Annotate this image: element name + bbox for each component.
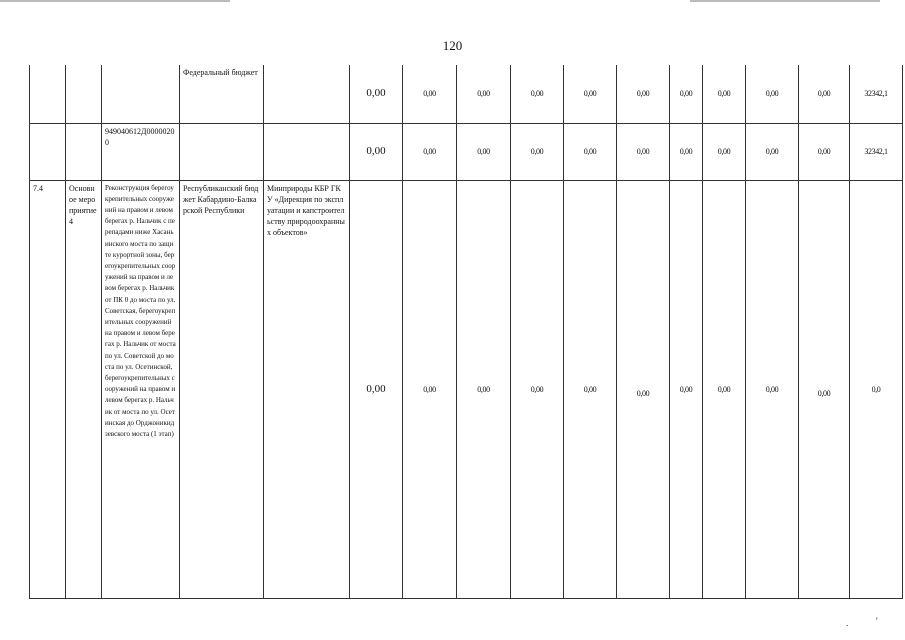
value-cell: 0,00 [746, 123, 799, 180]
page-number: 120 [442, 38, 463, 53]
value-cell: 0,00 [617, 180, 670, 598]
value-cell: 0,00 [799, 180, 850, 598]
funding-source-cell: Федеральный бюджет [180, 65, 264, 123]
table-row [30, 65, 903, 123]
value-cell: 0,00 [403, 123, 457, 180]
row-number-cell [30, 123, 66, 180]
value-cell: 0,00 [670, 65, 703, 123]
code-cell [102, 65, 180, 123]
value-cell: 0,00 [617, 65, 670, 123]
value-cell: 0,00 [564, 123, 617, 180]
value-cell: 0,00 [350, 65, 403, 123]
value-cell: 0,00 [564, 180, 617, 598]
value-cell: 0,00 [564, 65, 617, 123]
table-row [30, 180, 903, 598]
budget-table [29, 65, 903, 599]
funding-source-cell [180, 123, 264, 180]
value-cell: 0,00 [799, 65, 850, 123]
value-cell: 0,00 [703, 180, 746, 598]
value-cell: 32342,1 [850, 123, 903, 180]
scan-edge-line-left [0, 0, 230, 2]
value-cell: 0,00 [350, 180, 403, 598]
code-cell: 949040612Д00000200 [102, 123, 180, 180]
row-number-cell: 7.4 [30, 180, 66, 598]
value-cell: 0,00 [457, 180, 511, 598]
value-cell: 0,00 [670, 123, 703, 180]
value-cell: 0,00 [511, 180, 564, 598]
value-cell: 0,00 [746, 180, 799, 598]
value-cell: 0,00 [403, 180, 457, 598]
value-cell: 0,00 [670, 180, 703, 598]
value-cell: 0,00 [617, 123, 670, 180]
executor-cell: Минприроды КБР ГКУ «Дирекция по эксплуатации и капстроительству природоохранных объектов» [264, 180, 350, 598]
value-cell: 0,00 [799, 123, 850, 180]
executor-cell [264, 65, 350, 123]
value-cell: 0,00 [703, 65, 746, 123]
value-cell: 0,0 [850, 180, 903, 598]
event-type-cell [66, 123, 102, 180]
value-cell: 0,00 [511, 65, 564, 123]
scan-edge-line-right [690, 0, 880, 2]
executor-cell [264, 123, 350, 180]
value-cell: 0,00 [746, 65, 799, 123]
scan-speck: . [846, 618, 849, 628]
value-cell: 0,00 [350, 123, 403, 180]
value-cell: 0,00 [403, 65, 457, 123]
value-cell: 0,00 [457, 123, 511, 180]
value-cell: 0,00 [703, 123, 746, 180]
value-cell: 32342,1 [850, 65, 903, 123]
row-number-cell [30, 65, 66, 123]
table-row [30, 123, 903, 180]
scan-speck: ' [876, 616, 878, 626]
value-cell: 0,00 [511, 123, 564, 180]
event-type-cell: Основное мероприятие 4 [66, 180, 102, 598]
value-cell: 0,00 [457, 65, 511, 123]
event-type-cell [66, 65, 102, 123]
funding-source-cell: Республиканский бюджет Кабардино-Балкарской Республики [180, 180, 264, 598]
event-description-cell: Реконструкция берегоукрепительных сооружений на правом и левом берегах р. Нальчик с перепадами ниже Хасаньинского моста по защите курортной зоны, берегоукрепительных сооружений на правом и левом берегах р. Нальчик от ПК 0 до моста по ул. Советская, берегоукрепительных сооружений на правом и левом берегах р. Нальчик от моста по ул. Советской до моста по ул. Осетинской, берегоукрепительных сооружений на правом и левом берегах р. Нальчик от моста по ул. Осетинская до Орджоникидзевского моста (1 этап) [102, 180, 180, 598]
